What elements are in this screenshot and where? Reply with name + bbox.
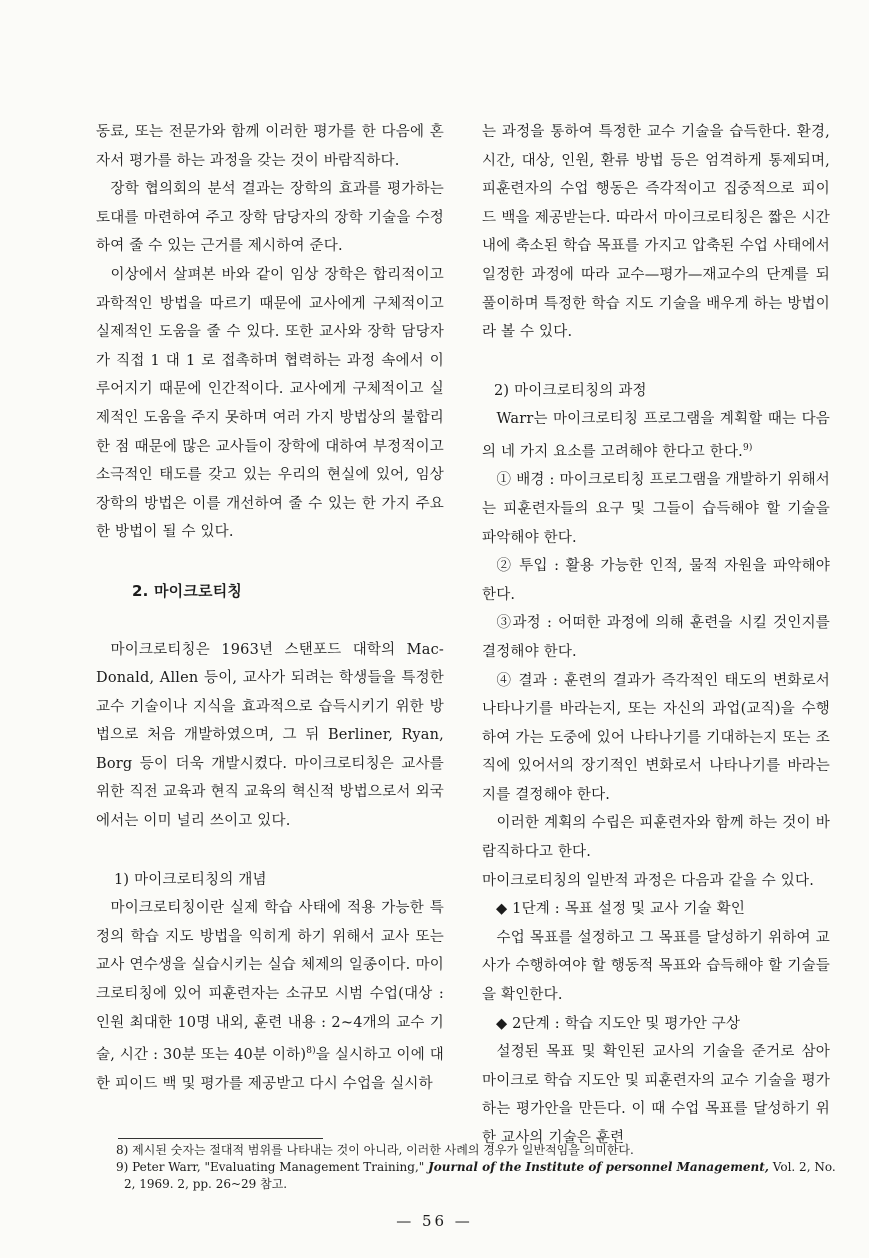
footnote-8: 8) 제시된 숫자는 절대적 범위를 나타내는 것이 아니라, 이러한 사례의 경우가 일반적임을 의미한다. — [116, 1143, 634, 1157]
footnote-9-journal: Journal of the Institute of personnel Management, — [428, 1160, 769, 1174]
right-column — [482, 118, 830, 1153]
footnote-divider — [118, 1138, 323, 1139]
footnote-9-author: 9) Peter Warr, "Evaluating Management Training," — [116, 1160, 425, 1174]
left-paragraph-3: 이상에서 살펴본 바와 같이 임상 장학은 합리적이고 과학적인 방법을 따르기 때문에 교사에게 구체적이고 실제적인 도움을 줄 수 있다. 또한 교사와 장학 담당자가 직접 1 대 1 로 접촉하며 협력하는 과정 속에서 이루어지기 때문에 인간적이다. 교사에게 구체적이고 실제적인 도움을 주지 못하며 여러 가지 방법상의 불합리한 점 때문에 많은 교사들이 장학에 대하여 부정적이고 소극적인 태도를 갖고 있는 우리의 현실에 있어, 임상 장학의 방법은 이를 개선하여 줄 수 있는 한 가지 주요한 방법이 될 수 있다. — [96, 266, 444, 541]
list-item-input: ② 투입 : 활용 가능한 인적, 물적 자원을 파악해야 한다. — [482, 558, 830, 603]
sub-heading-concept: 1) 마이크로티칭의 개념 — [114, 871, 267, 888]
left-paragraph-4: 마이크로티칭은 1963년 스탠포드 대학의 Mac-Donald, Allen 등이, 교사가 되려는 학생들을 특정한 교수 기술이나 지식을 효과적으로 습득시키기 위한 방법으로 처음 개발하였으며, 그 뒤 Berliner, Ryan, Borg 등이 더욱 개발시켰다. 마이크로티칭은 교사를 위한 직전 교육과 현직 교육의 혁신적 방법으로서 외국에서는 이미 널리 쓰이고 있다. — [96, 641, 444, 830]
footnotes — [96, 1138, 836, 1193]
footnote-ref-9: 9) — [742, 442, 753, 453]
step-2-title: ◆ 2단계 : 학습 지도안 및 평가안 구상 — [496, 1015, 741, 1032]
left-column — [96, 118, 444, 1098]
left-paragraph-5 — [96, 894, 444, 1098]
right-paragraph-1: 는 과정을 통하여 특정한 교수 기술을 습득한다. 환경, 시간, 대상, 인원, 환류 방법 등은 엄격하게 통제되며, 피훈련자의 수업 행동은 즉각적이고 집중적으로 피이드 백을 제공받는다. 따라서 마이크로티칭은 짧은 시간 내에 축소된 학습 목표를 가지고 압축된 수업 사태에서 일정한 과정에 따라 교수—평가—재교수의 단계를 되풀이하며 특정한 학습 지도 기술을 배우게 하는 방법이라 볼 수 있다. — [482, 124, 830, 341]
footnote-9 — [96, 1159, 836, 1193]
footnote-ref-8: 8) — [306, 1046, 316, 1057]
footnote-9-details: Vol. 2, No. 2, 1969. 2, pp. 26~29 참고. — [124, 1160, 836, 1191]
list-item-process: ③과정 : 어떠한 과정에 의해 훈련을 시킬 것인지를 결정해야 한다. — [482, 615, 830, 660]
step-1-body: 수업 목표를 설정하고 그 목표를 달성하기 위하여 교사가 수행하여야 할 행동적 목표와 습득해야 할 기술들을 확인한다. — [482, 929, 830, 1004]
sub-heading-process: 2) 마이크로티칭의 과정 — [494, 382, 647, 399]
left-paragraph-1: 동료, 또는 전문가와 함께 이러한 평가를 한 다음에 혼자서 평가를 하는 과정을 갖는 것이 바람직하다. — [96, 124, 444, 169]
right-paragraph-2-text: Warr는 마이크로티칭 프로그램을 계획할 때는 다음의 네 가지 요소를 고려해야 한다고 한다. — [482, 411, 830, 460]
left-paragraph-2: 장학 협의회의 분석 결과는 장학의 효과를 평가하는 토대를 마련하여 주고 장학 담당자의 장학 기술을 수정하여 줄 수 있는 근거를 제시하여 준다. — [96, 181, 444, 255]
left-paragraph-5-end: 을 실시하고 이에 대한 피이드 백 및 평가를 제공받고 다시 수업을 실시하 — [96, 1047, 444, 1092]
right-paragraph-3: 이러한 계획의 수립은 피훈련자와 함께 하는 것이 바람직하다고 한다. — [482, 815, 830, 861]
step-1-title: ◆ 1단계 : 목표 설정 및 교사 기술 확인 — [496, 901, 746, 918]
section-heading-microteaching: 2. 마이크로티칭 — [132, 581, 243, 600]
list-item-result: ④ 결과 : 훈련의 결과가 즉각적인 태도의 변화로서 나타나기를 바라는지, 또는 자신의 과업(교직)을 수행하여 가는 도중에 있어 나타나기를 기대하는지 또는 조직에 있어서의 장기적인 변화로서 나타나기를 바라는지를 결정해야 한다. — [482, 672, 830, 803]
left-paragraph-5-text: 마이크로티칭이란 실제 학습 사태에 적용 가능한 특정의 학습 지도 방법을 익히게 하기 위해서 교사 또는 교사 연수생을 실습시키는 실습 체제의 일종이다. 마이크로티칭에 있어 피훈련자는 소규모 시범 수업(대상 : 인원 최대한 10명 내외, 훈련 내용 : 2~4개의 교수 기술, 시간 : 30분 또는 40분 이하) — [96, 900, 444, 1064]
step-2-body: 설정된 목표 및 확인된 교사의 기술을 준거로 삼아 마이크로 학습 지도안 및 피훈련자의 교수 기술을 평가하는 평가안을 만든다. 이 때 수업 목표를 달성하기 위한 교사의 기술은 훈련 — [482, 1044, 830, 1147]
right-paragraph-2 — [482, 405, 830, 466]
page-number: — 56 — — [396, 1212, 473, 1230]
list-item-background: ① 배경 : 마이크로티칭 프로그램을 개발하기 위해서는 피훈련자들의 요구 및 그들이 습득해야 할 기술을 파악해야 한다. — [482, 472, 830, 546]
right-paragraph-4: 마이크로티칭의 일반적 과정은 다음과 같을 수 있다. — [482, 872, 815, 889]
